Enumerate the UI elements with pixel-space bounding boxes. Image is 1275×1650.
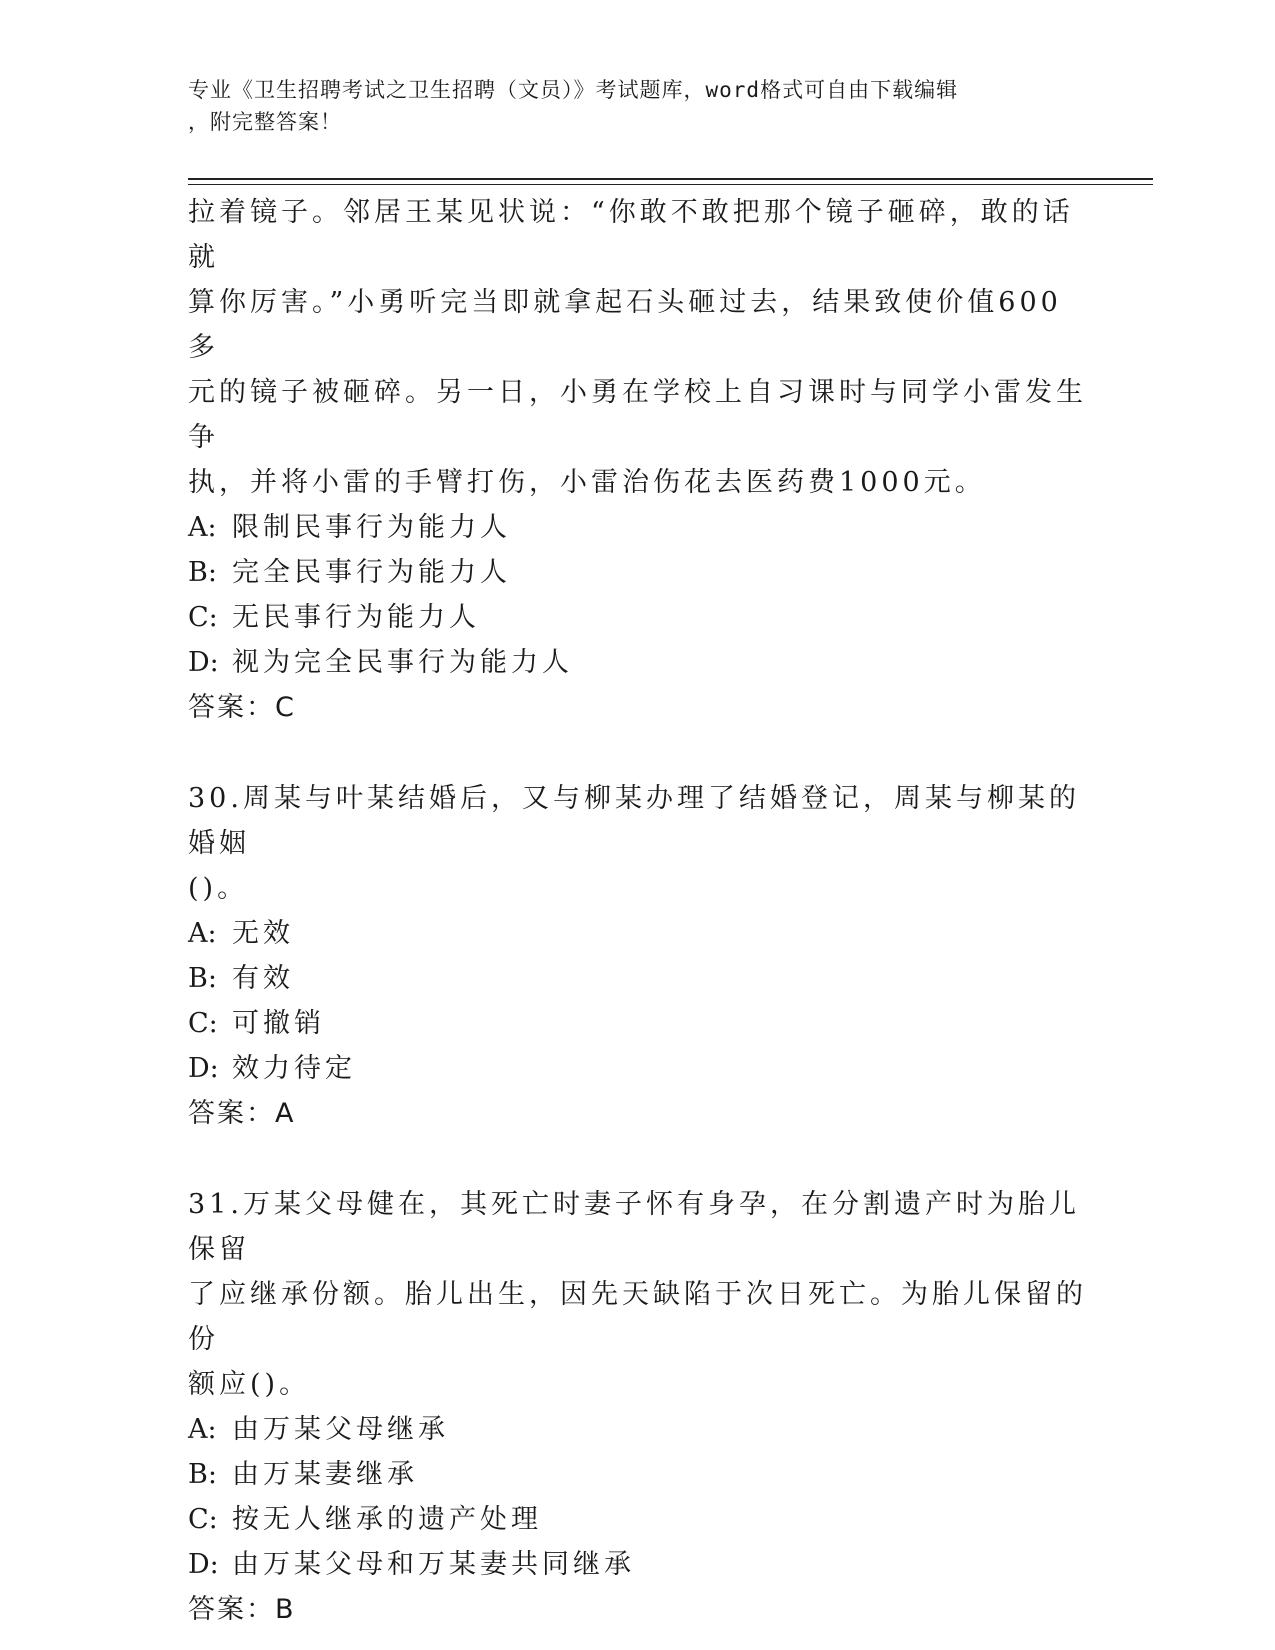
answer-label: 答案：C	[188, 692, 296, 723]
answer-label: 答案：A	[188, 1098, 296, 1129]
option-text: 可撤销	[232, 1008, 325, 1039]
option-b	[188, 1452, 1088, 1497]
option-d	[188, 1542, 1088, 1587]
answer-label: 答案：B	[188, 1594, 296, 1625]
option-a	[188, 505, 1088, 550]
option-key: D:	[188, 647, 219, 678]
question-stem-line: 31.万某父母健在，其死亡时妻子怀有身孕，在分割遗产时为胎儿保留	[188, 1189, 1080, 1265]
question-29	[188, 190, 1088, 730]
option-text: 由万某父母继承	[232, 1414, 449, 1445]
question-stem-line: 算你厉害。”小勇听完当即就拿起石头砸过去，结果致使价值600多	[188, 287, 1062, 363]
header-divider-thin	[188, 184, 1153, 185]
option-b	[188, 550, 1088, 595]
option-text: 无民事行为能力人	[232, 602, 480, 633]
option-key: A:	[188, 918, 217, 949]
question-stem-line: 元的镜子被砸碎。另一日，小勇在学校上自习课时与同学小雷发生争	[188, 377, 1087, 453]
option-text: 由万某父母和万某妻共同继承	[232, 1549, 635, 1580]
option-c	[188, 595, 1088, 640]
header-divider-thick	[188, 178, 1153, 180]
option-text: 由万某妻继承	[232, 1459, 418, 1490]
option-key: B:	[188, 963, 217, 994]
option-c	[188, 1497, 1088, 1542]
option-text: 效力待定	[232, 1053, 356, 1084]
question-stem-line: 执，并将小雷的手臂打伤，小雷治伤花去医药费1000元。	[188, 467, 986, 498]
option-text: 有效	[232, 963, 294, 994]
spacer	[188, 730, 1088, 776]
header-line-2: ，附完整答案！	[188, 110, 342, 134]
question-stem-line: 30.周某与叶某结婚后，又与柳某办理了结婚登记，周某与柳某的婚姻	[188, 783, 1080, 859]
option-text: 按无人继承的遗产处理	[232, 1504, 542, 1535]
option-d	[188, 640, 1088, 685]
option-key: D:	[188, 1549, 219, 1580]
option-text: 无效	[232, 918, 294, 949]
option-text: 视为完全民事行为能力人	[232, 647, 573, 678]
question-stem-line: 了应继承份额。胎儿出生，因先天缺陷于次日死亡。为胎儿保留的份	[188, 1279, 1087, 1355]
option-a	[188, 911, 1088, 956]
question-content	[188, 190, 1088, 1632]
option-text: 限制民事行为能力人	[232, 512, 511, 543]
question-30	[188, 776, 1088, 1136]
option-d	[188, 1046, 1088, 1091]
question-31	[188, 1182, 1088, 1632]
option-c	[188, 1001, 1088, 1046]
question-stem-line: ()。	[188, 873, 249, 904]
spacer	[188, 1136, 1088, 1182]
header-line-1: 专业《卫生招聘考试之卫生招聘（文员）》考试题库，word格式可自由下载编辑	[188, 78, 959, 102]
document-header	[188, 74, 1068, 138]
question-stem-line: 拉着镜子。邻居王某见状说：“你敢不敢把那个镜子砸碎，敢的话就	[188, 197, 1074, 273]
option-key: C:	[188, 602, 218, 633]
option-key: D:	[188, 1053, 219, 1084]
option-key: B:	[188, 557, 217, 588]
option-a	[188, 1407, 1088, 1452]
option-b	[188, 956, 1088, 1001]
option-key: A:	[188, 512, 217, 543]
option-key: A:	[188, 1414, 217, 1445]
option-key: C:	[188, 1008, 218, 1039]
option-key: B:	[188, 1459, 217, 1490]
option-key: C:	[188, 1504, 218, 1535]
option-text: 完全民事行为能力人	[232, 557, 511, 588]
question-stem-line: 额应()。	[188, 1369, 311, 1400]
